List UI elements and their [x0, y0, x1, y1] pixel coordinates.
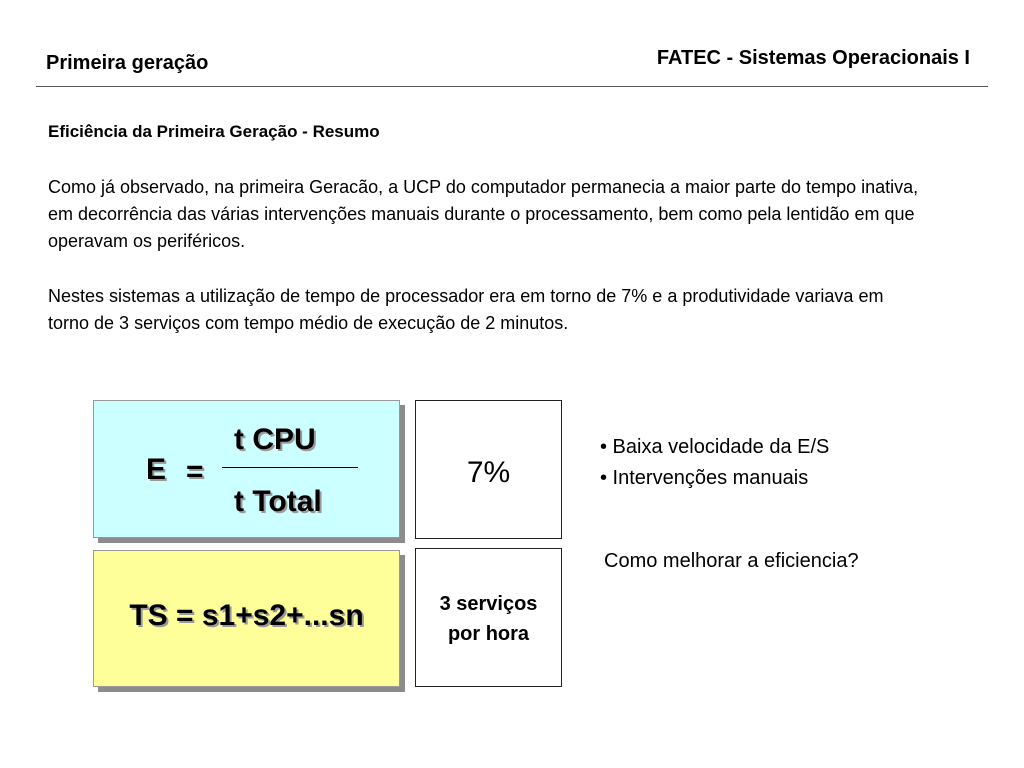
- throughput-formula-box: [93, 550, 400, 687]
- improvement-question: Como melhorar a eficiencia?: [604, 550, 859, 572]
- efficiency-value-box: [415, 400, 562, 539]
- efficiency-value: 7%: [466, 456, 511, 489]
- header-divider: [36, 86, 988, 87]
- section-title: Eficiência da Primeira Geração - Resumo: [48, 122, 380, 141]
- formula-equals: =: [186, 455, 204, 488]
- throughput-value-box: [415, 548, 562, 687]
- throughput-formula: TS = s1+s2+...sn: [129, 599, 364, 632]
- throughput-value-line1: 3 serviços: [439, 593, 538, 615]
- formula-numerator: t CPU: [234, 423, 316, 456]
- paragraph-2: Nestes sistemas a utilização de tempo de processador era em torno de 7% e a produtividade variava em torno de 3 serviços com tempo médio de execução de 2 minutos.: [48, 286, 884, 333]
- issues-list: [600, 432, 829, 494]
- list-item: • Baixa velocidade da E/S: [600, 436, 830, 458]
- efficiency-formula-box: [93, 400, 400, 538]
- throughput-value: [416, 589, 561, 649]
- throughput-value-line2: por hora: [447, 623, 530, 645]
- paragraph-1: Como já observado, na primeira Geracão, a UCP do computador permanecia a maior parte do tempo inativa, em decorrência das várias intervenções manuais durante o processamento, bem como pela lentidão em que operavam os periféricos.: [48, 177, 919, 251]
- formula-lhs: E: [146, 453, 167, 486]
- slide-title: Primeira geração: [46, 52, 209, 74]
- course-title: FATEC - Sistemas Operacionais I: [656, 47, 970, 69]
- fraction-bar: [222, 467, 358, 468]
- list-item: • Intervenções manuais: [600, 467, 809, 489]
- formula-denominator: t Total: [234, 485, 322, 518]
